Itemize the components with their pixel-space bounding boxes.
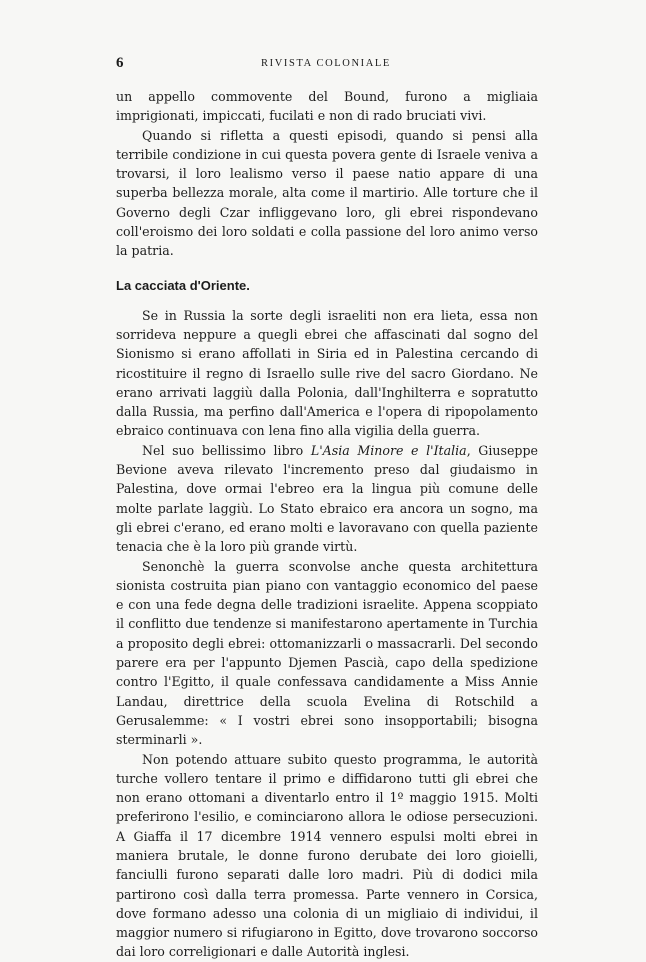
paragraph: un appello commovente del Bound, furono a migliaia imprigionati, impiccati, fucilati e non di rado bruciati vivi. bbox=[116, 89, 538, 124]
paragraph: Non potendo attuare subito questo programma, le autorità turche vollero tentare il primo e diffidarono tutti gli ebrei che non erano ottomani a diventarlo entro il 1º maggio 1915. Molti preferirono l'esilio, e cominciarono allora le odiose persecuzioni. A Giaffa il 17 dicembre 1914 vennero espulsi molti ebrei in maniera brutale, le donne furono derubate dei loro gioielli, fanciulli furono separati dalle loro madri. Più di dodici mila partirono così dalla terra promessa. Parte vennero in Corsica, dove formano adesso una colonia di un migliaio di individui, il maggior numero si rifugiarono in Egitto, dove trovarono soccorso dai loro correligionari e dalle Autorità inglesi. bbox=[116, 751, 538, 960]
paragraph-text: Nel suo bellissimo libro bbox=[142, 442, 311, 458]
book-title: L'Asia Minore e l'Italia bbox=[310, 442, 467, 458]
paragraph: Senonchè la guerra sconvolse anche questa architettura sionista costruita pian piano con vantaggio economico del paese e con una fede degna delle tradizioni israelite. Appena scoppiato il conflitto due tendenze si manifestarono apertamente in Turchia a proposito degli ebrei: ottomanizzarli o massacrarli. Del secondo parere era per l'appunto Djemen Pascià, capo della spedizione contro l'Egitto, il quale confessava candidamente a Miss Annie Landau, direttrice della scuola Evelina di Rotschild a Gerusalemme: « I vostri ebrei sono insopportabili; bisogna sterminarli ». bbox=[116, 558, 538, 748]
paragraph: Quando si rifletta a questi episodi, quando si pensi alla terribile condizione in cui questa povera gente di Israele veniva a trovarsi, il loro lealismo verso il paese natio appare di una superba bellezza morale, alta come il martirio. Alle torture che il Governo degli Czar infliggevano loro, gli ebrei rispondevano coll'eroismo dei loro soldati e colla passione del loro animo verso la patria. bbox=[116, 127, 538, 259]
paragraph bbox=[116, 441, 538, 557]
page-number: 6 bbox=[116, 55, 124, 71]
page-header bbox=[116, 55, 536, 75]
paragraph-text: , Giuseppe Bevione aveva rilevato l'incremento preso dal giudaismo in Palestina, dove ormai l'ebreo era la lingua più comune delle molte parlate laggiù. Lo Stato ebraico era ancora un sogno, ma gli ebrei c'erano, ed erano molti e lavoravano con quella paziente tenacia che è la loro più grande virtù. bbox=[116, 442, 538, 555]
running-title: RIVISTA COLONIALE bbox=[261, 58, 391, 69]
article-body bbox=[116, 87, 538, 962]
paragraph: Se in Russia la sorte degli israeliti non era lieta, essa non sorrideva neppure a quegli ebrei che affascinati dal sogno del Sionismo si erano affollati in Siria ed in Palestina cercando di ricostituire il regno di Israello sulle rive del sacro Giordano. Ne erano arrivati laggiù dalla Polonia, dall'Inghilterra e sopratutto dalla Russia, ma perfino dall'America e l'opera di ripopolamento ebraico continuava con lena fino alla vigilia della guerra. bbox=[116, 307, 538, 439]
section-heading: La cacciata d'Oriente. bbox=[116, 277, 250, 293]
